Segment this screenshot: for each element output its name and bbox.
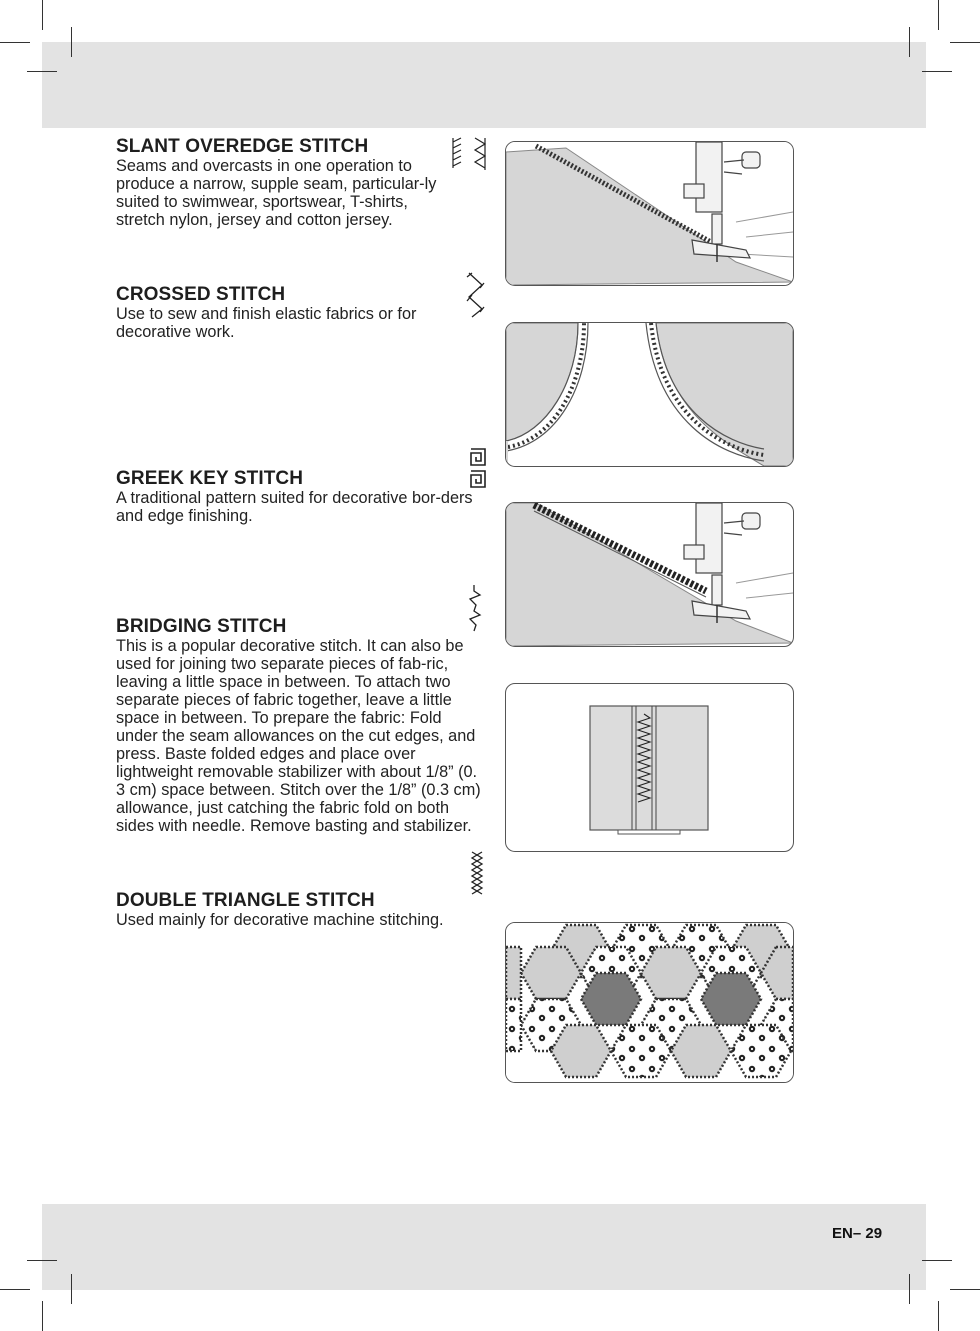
- crop-mark: [27, 1260, 57, 1261]
- crop-mark: [0, 42, 30, 43]
- crop-mark: [938, 1301, 939, 1331]
- section-title: SLANT OVEREDGE STITCH: [116, 136, 369, 157]
- hexagon-quilt: [506, 923, 793, 1082]
- section-body: Use to sew and finish elastic fabrics or for decorative work.: [116, 305, 417, 341]
- crop-mark: [938, 0, 939, 30]
- section-title: CROSSED STITCH: [116, 284, 286, 305]
- section-crossed: [116, 284, 488, 341]
- section-bridging: [116, 616, 488, 835]
- section-greek-key: [116, 468, 488, 525]
- crop-mark: [0, 1289, 30, 1290]
- crop-mark: [922, 71, 952, 72]
- crop-mark: [909, 1274, 910, 1304]
- double-triangle-quilt-illustration: [505, 922, 794, 1083]
- section-body: Used mainly for decorative machine stitching.: [116, 911, 444, 929]
- bridging-fabric-illustration: [505, 683, 794, 852]
- greek-key-illustration: [505, 502, 794, 647]
- slant-overedge-illustration: [505, 141, 794, 286]
- crop-mark: [909, 27, 910, 57]
- section-title: DOUBLE TRIANGLE STITCH: [116, 890, 375, 911]
- page-number: EN– 29: [832, 1225, 883, 1242]
- crop-mark: [71, 27, 72, 57]
- section-body: A traditional pattern suited for decorative bor-ders and edge finishing.: [116, 489, 473, 525]
- crop-mark: [922, 1260, 952, 1261]
- crossed-stitch-garment-illustration: [505, 322, 794, 467]
- section-title: BRIDGING STITCH: [116, 616, 287, 637]
- crossed-stitch-icon: [464, 270, 488, 320]
- section-slant-overedge: [116, 136, 488, 229]
- crop-mark: [42, 1301, 43, 1331]
- crop-mark: [42, 0, 43, 30]
- bridging-stitch-icon: [464, 583, 486, 633]
- crop-mark: [27, 71, 57, 72]
- footer-band: [42, 1204, 926, 1290]
- header-band: [42, 42, 926, 128]
- section-title: GREEK KEY STITCH: [116, 468, 304, 489]
- crop-mark: [71, 1274, 72, 1304]
- double-triangle-stitch-icon: [466, 850, 488, 896]
- greek-key-stitch-icon: [468, 447, 488, 491]
- slant-overedge-stitch-icon: [449, 136, 489, 172]
- section-double-triangle: [116, 890, 488, 929]
- section-body: This is a popular decorative stitch. It can also be used for joining two separate pieces of fab-ric, leaving a little space in between. To attach two separate pieces of fabric together, leave a little space in between. To prepare the fabric: Fold under the seam allowances on the cut edges, and press. Baste folded edges and place over lightweight removable stabilizer with about 1/8” (0. 3 cm) space between. Stitch over the 1/8” (0.3 cm) allowance, just catching the fabric fold on both sides with needle. Remove basting and stabilizer.: [116, 637, 481, 835]
- crop-mark: [950, 42, 980, 43]
- section-body: Seams and overcasts in one operation to produce a narrow, supple seam, particular-ly suited to swimwear, sportswear, T-shirts, stretch nylon, jersey and cotton jersey.: [116, 157, 437, 229]
- crop-mark: [950, 1289, 980, 1290]
